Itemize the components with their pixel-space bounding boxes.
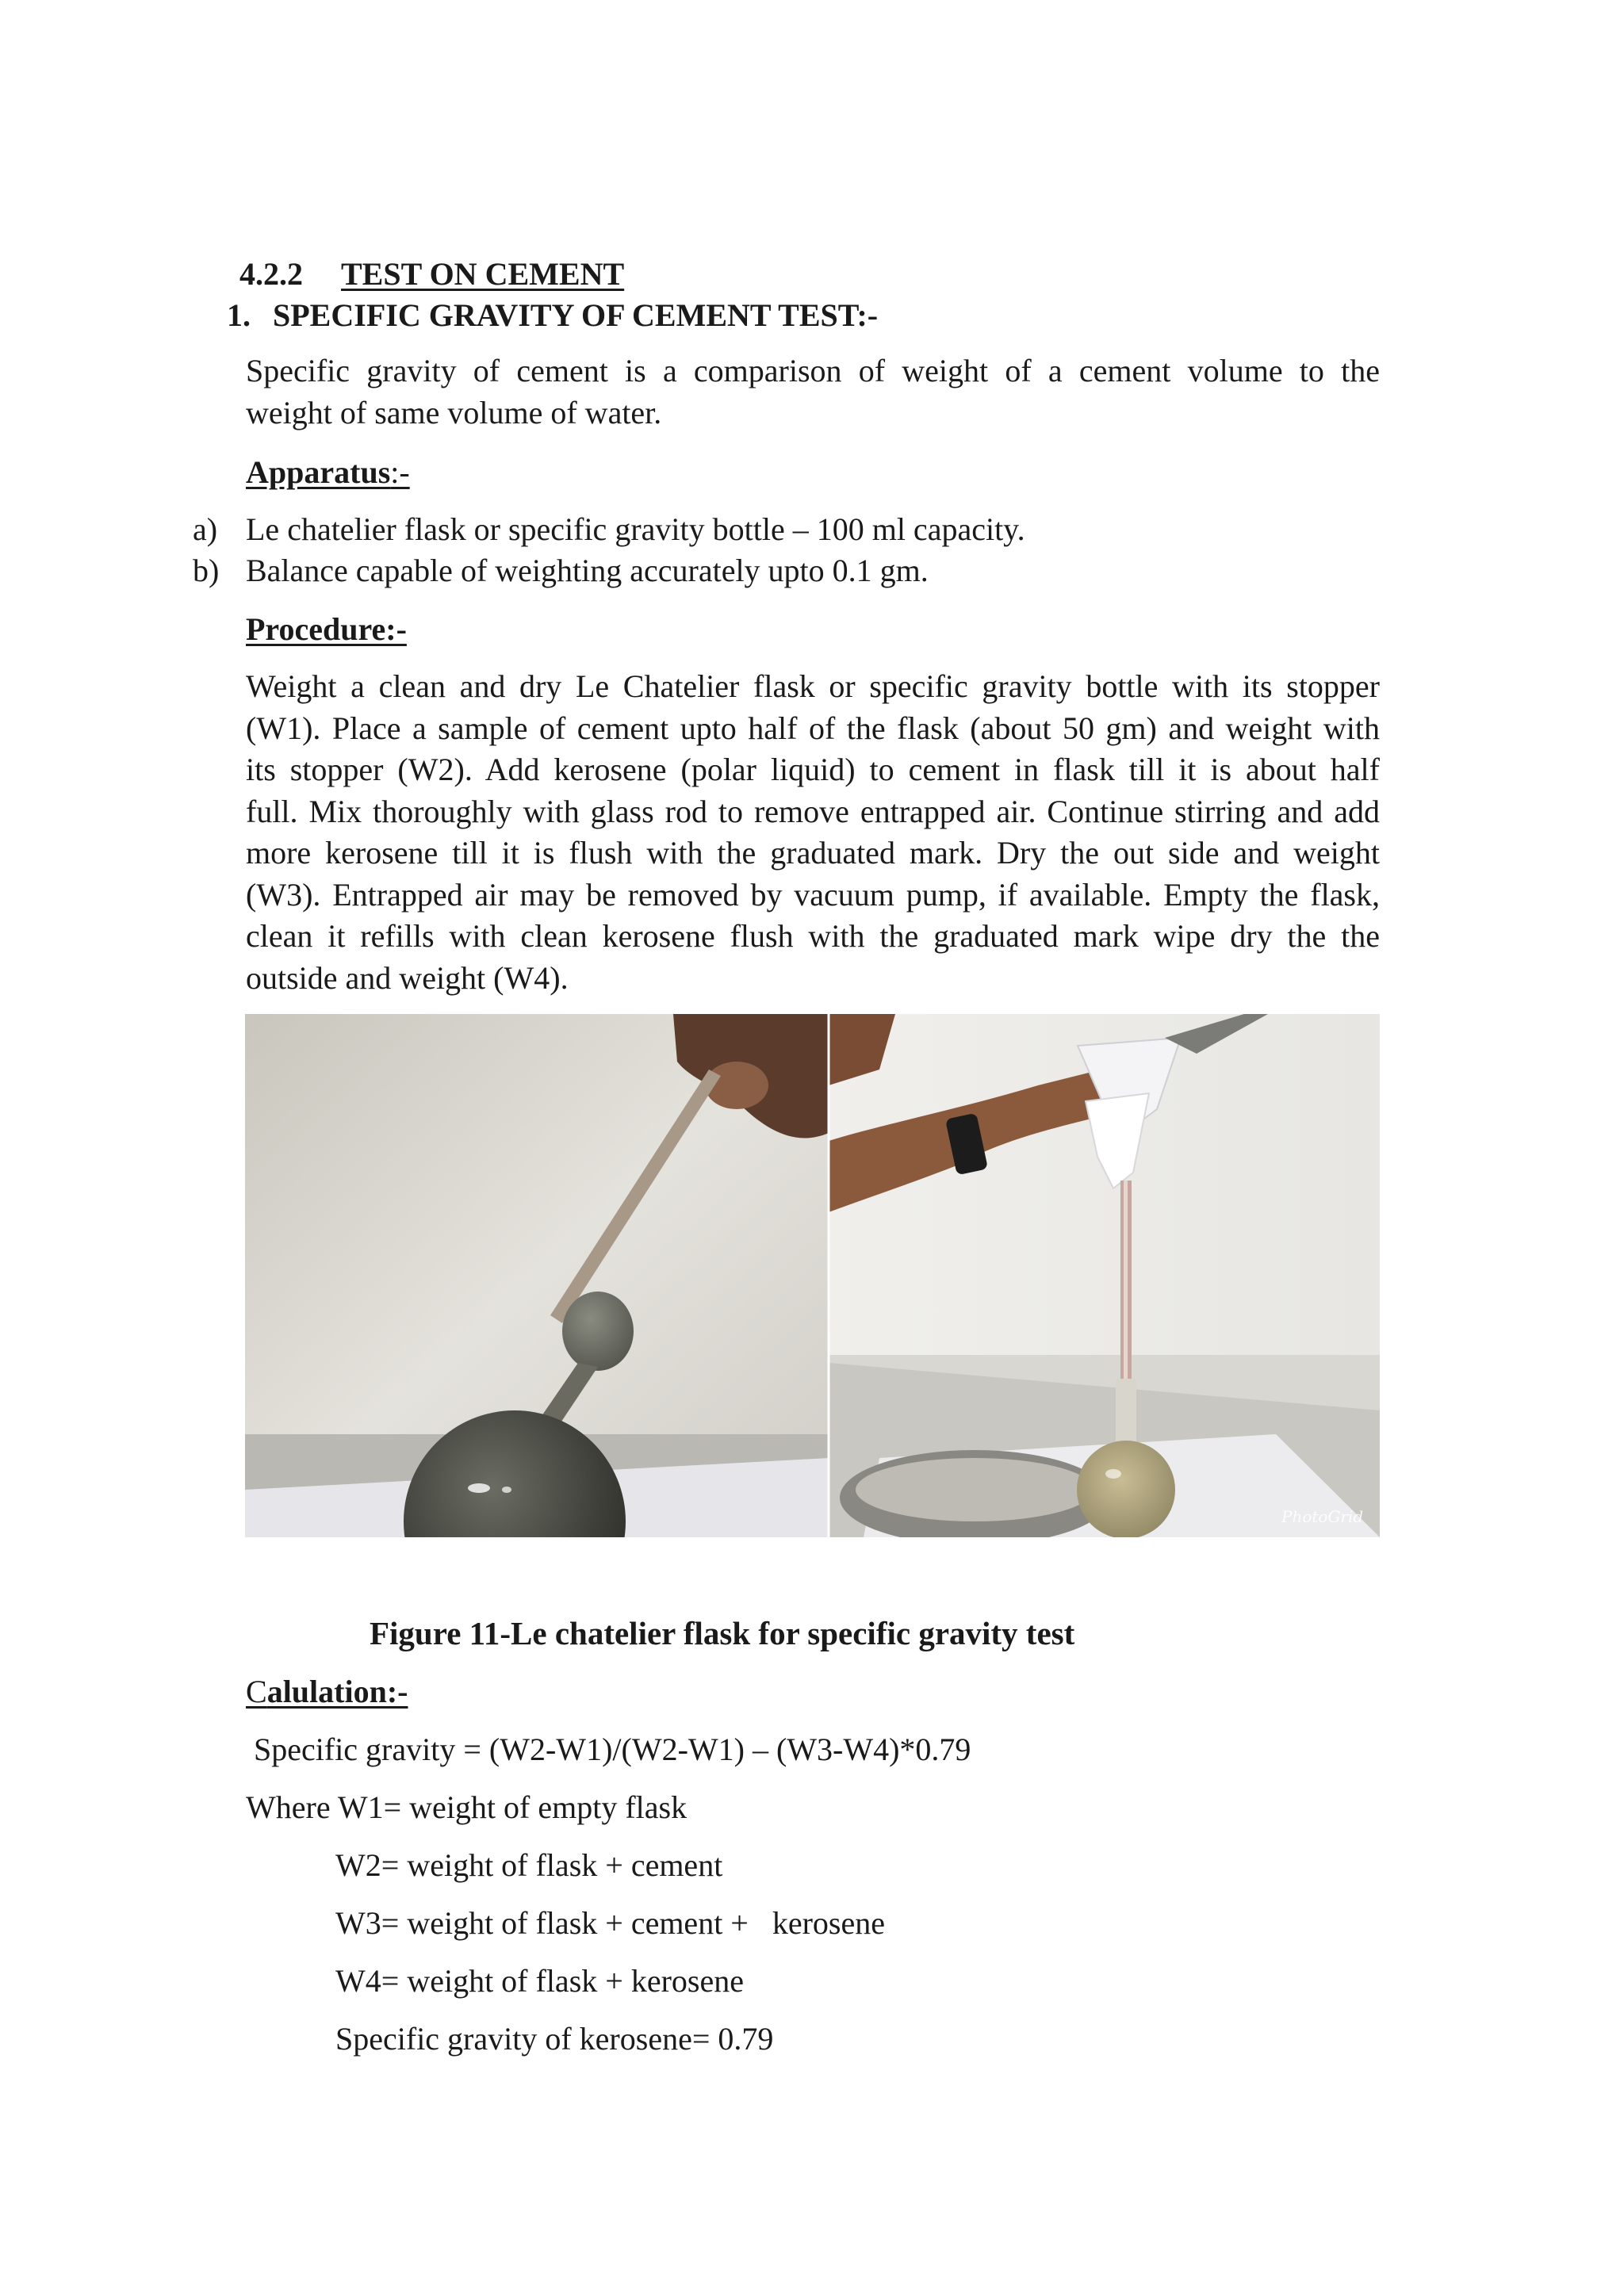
section-number: 4.2.2 xyxy=(239,256,303,292)
list-marker: b) xyxy=(193,553,220,588)
apparatus-item-text: Balance capable of weighting accurately upto 0.1 gm. xyxy=(246,553,929,588)
figure-caption: Figure 11-Le chatelier flask for specific gravity test xyxy=(370,1615,1075,1651)
where-line: Where W1= weight of empty flask xyxy=(246,1789,688,1825)
left-photo-flask xyxy=(245,1014,829,1537)
procedure-line: (W1). Place a sample of cement upto half of the flask (about 50 gm) and weight with xyxy=(246,710,1380,746)
calculation-heading xyxy=(246,1671,408,1712)
calculation-heading-rest: alulation:- xyxy=(266,1674,408,1709)
procedure-line: Weight a clean and dry Le Chatelier flask or specific gravity bottle with its stopper xyxy=(246,668,1380,704)
intro-paragraph xyxy=(246,350,1380,434)
apparatus-item xyxy=(193,509,1025,550)
apparatus-item xyxy=(193,550,929,591)
definition-line: W4= weight of flask + kerosene xyxy=(335,1963,744,1999)
apparatus-item-text: Le chatelier flask or specific gravity bottle – 100 ml capacity. xyxy=(246,511,1025,547)
test-number: 1. xyxy=(227,297,251,333)
procedure-line: its stopper (W2). Add kerosene (polar liquid) to cement in flask till it is about half xyxy=(246,752,1380,787)
test-heading xyxy=(227,295,878,336)
formula: Specific gravity = (W2-W1)/(W2-W1) – (W3-W4)*0.79 xyxy=(254,1732,971,1767)
procedure-line: full. Mix thoroughly with glass rod to remove entrapped air. Continue stirring and add xyxy=(246,793,1380,829)
right-photo-funnel xyxy=(829,1014,1380,1537)
figure-photo-collage xyxy=(245,1014,1380,1537)
apparatus-heading-label: Apparatus xyxy=(246,454,391,490)
definition-line: W3= weight of flask + cement + kerosene xyxy=(335,1905,886,1941)
photogrid-watermark: PhotoGrid xyxy=(1281,1507,1364,1526)
calculation-heading-initial: C xyxy=(246,1674,267,1709)
procedure-heading xyxy=(246,609,407,650)
apparatus-heading-suffix: :- xyxy=(390,454,410,490)
procedure-line: (W3). Entrapped air may be removed by vacuum pump, if available. Empty the flask, xyxy=(246,876,1380,913)
intro-line: Specific gravity of cement is a comparison of weight of a cement volume to the xyxy=(246,353,1380,388)
apparatus-heading xyxy=(246,452,410,493)
section-heading xyxy=(239,254,624,295)
procedure-line: more kerosene till it is flush with the graduated mark. Dry the out side and weight xyxy=(246,835,1380,871)
definition-line: Specific gravity of kerosene= 0.79 xyxy=(335,2021,774,2057)
section-title: TEST ON CEMENT xyxy=(341,256,625,292)
definition-line: W2= weight of flask + cement xyxy=(335,1847,723,1883)
procedure-line: clean it refills with clean kerosene flush with the graduated mark wipe dry the the xyxy=(246,918,1380,954)
procedure-paragraph xyxy=(246,666,1380,999)
list-marker: a) xyxy=(193,511,218,547)
intro-line: weight of same volume of water. xyxy=(246,394,662,430)
procedure-heading-label: Procedure:- xyxy=(246,611,407,647)
test-title: SPECIFIC GRAVITY OF CEMENT TEST:- xyxy=(273,297,879,333)
procedure-line: outside and weight (W4). xyxy=(246,959,569,996)
